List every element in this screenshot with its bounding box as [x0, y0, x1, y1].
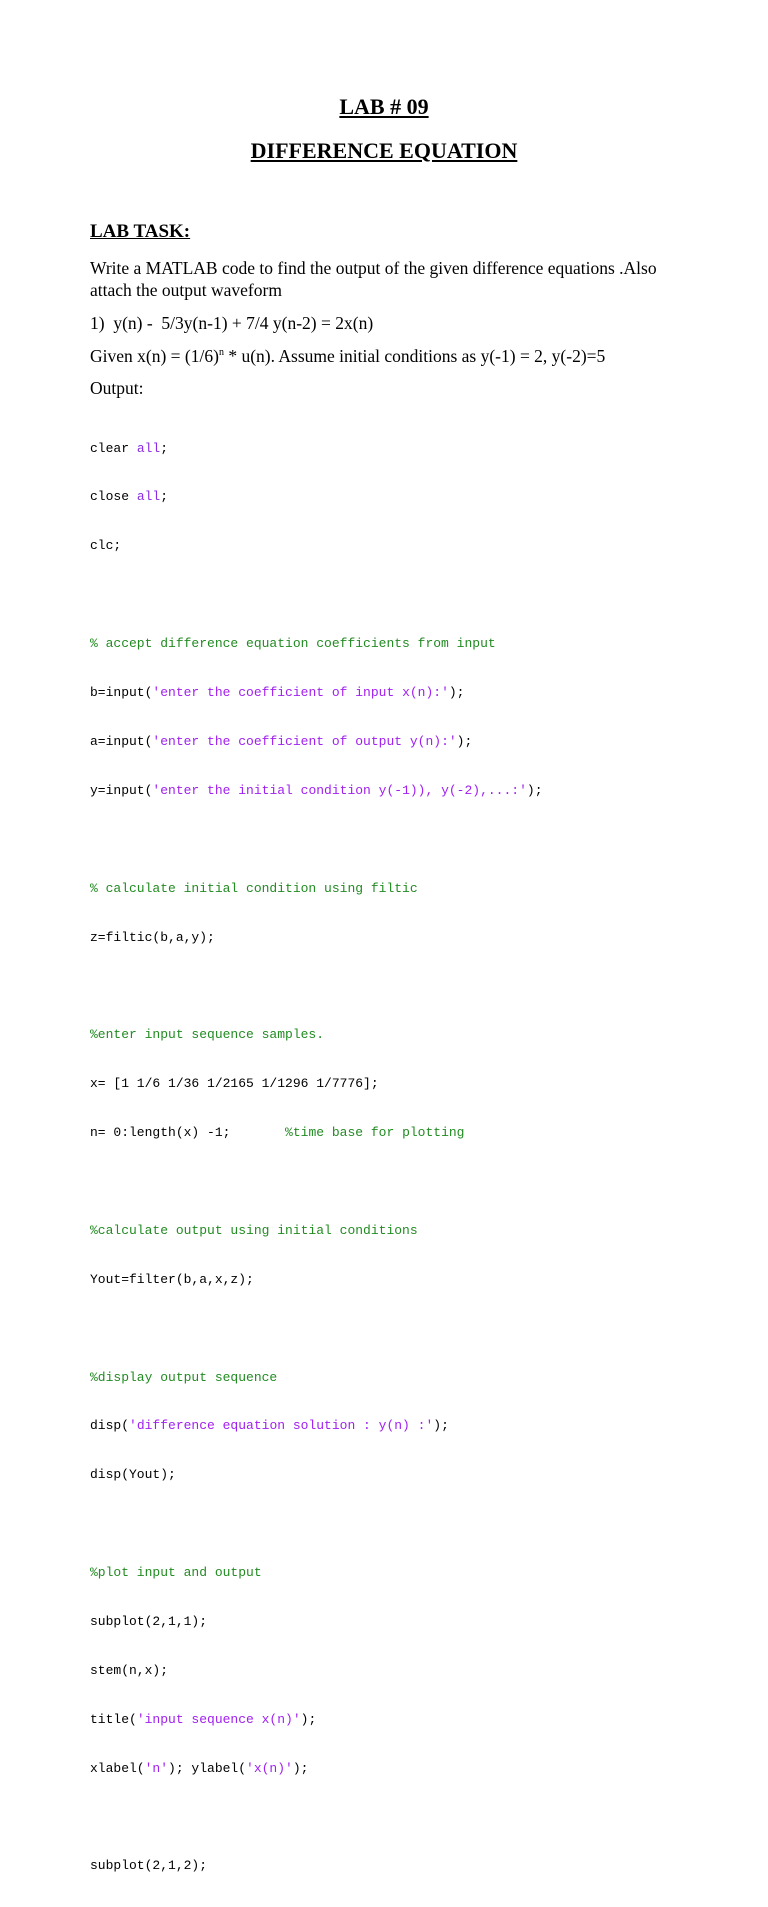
code-keyword: all	[136, 489, 161, 505]
code-blank-line	[90, 1174, 543, 1190]
output-label: Output:	[90, 378, 144, 398]
code-string: 'x(n)'	[246, 1760, 293, 1776]
given-conditions	[90, 345, 680, 367]
code-line: subplot(2,1,1);	[90, 1613, 208, 1629]
code-text: b=input(	[90, 685, 153, 701]
code-string: 'enter the coefficient of input x(n):'	[152, 685, 449, 701]
section-heading: LAB TASK:	[90, 221, 191, 242]
code-comment: %plot input and output	[90, 1565, 262, 1581]
code-text: );	[292, 1760, 309, 1776]
code-comment: %display output sequence	[90, 1369, 278, 1385]
code-line: z=filtic(b,a,y);	[90, 929, 215, 945]
code-text: clear	[90, 440, 137, 456]
code-line: subplot(2,1,2);	[90, 1858, 208, 1874]
difference-equation: 1) y(n) - 5/3y(n-1) + 7/4 y(n-2) = 2x(n)	[90, 313, 374, 333]
code-text: n= 0:length(x) -1;	[90, 1125, 286, 1141]
code-line	[90, 734, 543, 750]
code-text: a=input(	[90, 733, 153, 749]
code-string: 'enter the initial condition y(-1)), y(-2),...:'	[152, 782, 527, 798]
given-superscript: n	[218, 347, 224, 358]
code-blank-line	[90, 1321, 543, 1337]
code-text: ); ylabel(	[168, 1760, 247, 1776]
code-text: ;	[160, 489, 169, 505]
code-line	[90, 685, 543, 701]
code-comment: % accept difference equation coefficients from input	[90, 636, 496, 652]
code-comment: %calculate output using initial conditions	[90, 1222, 418, 1238]
code-text: title(	[90, 1711, 137, 1727]
given-prefix: Given x(n) = (1/6)	[90, 346, 219, 366]
code-text: );	[456, 733, 473, 749]
code-line	[90, 489, 543, 505]
code-string: 'input sequence x(n)'	[136, 1711, 301, 1727]
code-keyword: all	[136, 440, 161, 456]
code-blank-line	[90, 587, 543, 603]
code-blank-line	[90, 832, 543, 848]
code-line	[90, 783, 543, 799]
code-line: stem(n,x);	[90, 1662, 169, 1678]
matlab-code-block	[90, 408, 543, 1907]
code-comment: %time base for plotting	[285, 1125, 465, 1141]
code-blank-line	[90, 1810, 543, 1826]
code-text: );	[526, 782, 543, 798]
code-line	[90, 1418, 543, 1434]
code-line	[90, 441, 543, 457]
code-string: 'enter the coefficient of output y(n):'	[152, 733, 457, 749]
given-suffix: * u(n). Assume initial conditions as y(-1) = 2, y(-2)=5	[223, 346, 606, 366]
code-string: 'n'	[144, 1760, 169, 1776]
code-line: x= [1 1/6 1/36 1/2165 1/1296 1/7776];	[90, 1076, 379, 1092]
code-text: );	[433, 1418, 449, 1434]
code-text: y=input(	[90, 782, 153, 798]
code-text: close	[90, 489, 137, 505]
code-comment: %enter input sequence samples.	[90, 1027, 325, 1043]
code-text: ;	[160, 440, 169, 456]
lab-title: LAB # 09	[339, 94, 429, 119]
code-text: );	[300, 1711, 317, 1727]
code-line	[90, 1761, 543, 1777]
code-text: );	[448, 685, 465, 701]
code-line	[90, 1125, 543, 1141]
task-description: Write a MATLAB code to find the output of the given difference equations .Also attach the output waveform	[90, 258, 657, 300]
code-line: Yout=filter(b,a,x,z);	[90, 1271, 254, 1287]
code-string: 'difference equation solution : y(n) :'	[129, 1418, 434, 1434]
code-line: disp(Yout);	[90, 1467, 176, 1483]
code-line: clc;	[90, 538, 122, 554]
code-text: xlabel(	[90, 1760, 145, 1776]
code-text: disp(	[90, 1418, 130, 1434]
code-comment: % calculate initial condition using filtic	[90, 880, 418, 896]
code-blank-line	[90, 1516, 543, 1532]
code-blank-line	[90, 978, 543, 994]
code-line	[90, 1712, 543, 1728]
lab-subtitle: DIFFERENCE EQUATION	[250, 138, 518, 163]
